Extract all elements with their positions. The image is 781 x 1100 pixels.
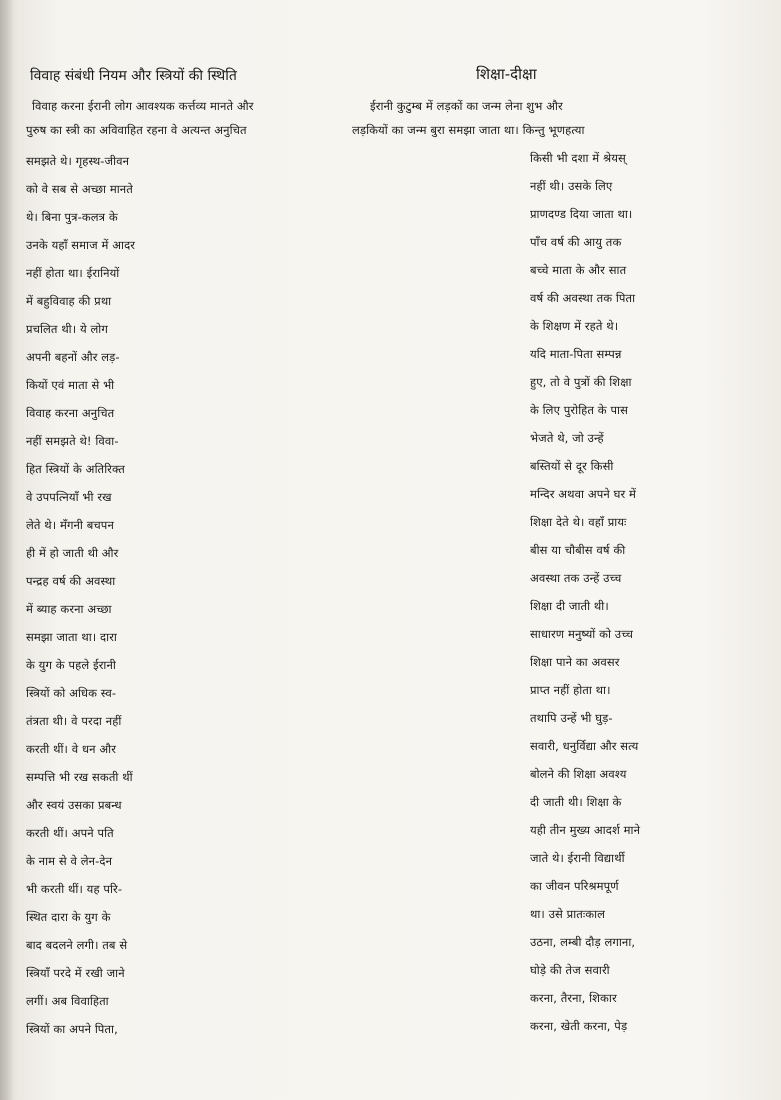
left-column-line: स्त्रियों को अधिक स्व-: [26, 686, 117, 700]
left-column-line: के युग के पहले ईरानी: [26, 658, 116, 672]
right-column-line: बस्तियों से दूर किसी: [530, 459, 614, 473]
right-column-line: वर्ष की अवस्था तक पिता: [530, 291, 636, 305]
left-column-line: को वे सब से अच्छा मानते: [26, 182, 133, 196]
book-spine-shadow: [0, 0, 14, 1100]
left-column-line: में ब्याह करना अच्छा: [26, 602, 112, 616]
left-column-line: भी करती थीं। यह परि-: [26, 882, 123, 896]
right-column-line: था। उसे प्रातःकाल: [530, 907, 606, 921]
left-column-line: वे उपपत्नियाँ भी रख: [26, 490, 112, 504]
left-column-line: उनके यहाँ समाज में आदर: [26, 238, 136, 252]
left-column-line: ही में हो जाती थी और: [26, 546, 119, 560]
right-column-line: के लिए पुरोहित के पास: [530, 403, 628, 417]
right-column-line: पाँच वर्ष की आयु तक: [530, 235, 622, 249]
right-column-line: भेजते थे, जो उन्हें: [530, 431, 604, 445]
right-column-line: हुए, तो वे पुत्रों की शिक्षा: [530, 375, 632, 389]
left-column-line: नहीं समझते थे! विवा-: [26, 434, 119, 448]
right-column-line: उठना, लम्बी दौड़ लगाना,: [530, 935, 636, 949]
left-column-line: अपनी बहनों और लड़-: [26, 350, 120, 364]
left-column-line: समझा जाता था। दारा: [26, 630, 117, 644]
right-column-line: बीस या चौबीस वर्ष की: [530, 543, 626, 557]
right-column-line: करना, तैरना, शिकार: [530, 991, 617, 1005]
left-column-line: बाद बदलने लगी। तब से: [26, 938, 128, 952]
right-column-line: के शिक्षण में रहते थे।: [530, 319, 619, 333]
left-column-line: करती थीं। अपने पति: [26, 826, 114, 840]
left-column-line: में बहुविवाह की प्रथा: [26, 294, 112, 308]
left-column-line: विवाह करना अनुचित: [26, 406, 115, 420]
left-column-line: विवाह करना ईरानी लोग आवश्यक कर्त्तव्य मानते और: [32, 99, 254, 113]
running-header-left: विवाह संबंधी नियम और स्त्रियों की स्थिति: [30, 68, 237, 84]
right-column-line: लड़कियों का जन्म बुरा समझा जाता था। किन्तु भूणहत्या: [352, 123, 585, 137]
left-column-line: कियों एवं माता से भी: [26, 378, 115, 392]
right-column-line: तथापि उन्हें भी घुड़-: [530, 711, 613, 725]
right-column-line: बोलने की शिक्षा अवश्य: [530, 767, 627, 781]
right-column-line: यदि माता-पिता सम्पन्न: [530, 347, 622, 361]
left-column-line: समझते थे। गृहस्थ-जीवन: [26, 154, 130, 168]
right-column-line: दी जाती थी। शिक्षा के: [530, 795, 622, 809]
right-column-line: शिक्षा दी जाती थी।: [530, 599, 609, 613]
right-column-line: सवारी, धनुर्विद्या और सत्य: [530, 739, 639, 753]
right-column-line: अवस्था तक उन्हें उच्च: [530, 571, 622, 585]
right-column-line: बच्चे माता के और सात: [530, 263, 627, 277]
left-column-line: थे। बिना पुत्र-कलत्र के: [26, 210, 118, 224]
right-column-line: ईरानी कुटुम्ब में लड़कों का जन्म लेना शुभ और: [370, 99, 563, 113]
right-column-line: घोड़े की तेज सवारी: [530, 963, 610, 977]
left-column-line: तंत्रता थी। वे परदा नहीं: [26, 714, 122, 728]
right-column-line: जाते थे। ईरानी विद्यार्थी: [530, 851, 625, 865]
right-column-line: का जीवन परिश्रमपूर्ण: [530, 879, 619, 893]
left-column-line: नहीं होता था। ईरानियों: [26, 266, 120, 280]
left-column-line: पुरुष का स्त्री का अविवाहित रहना वे अत्यन्त अनुचित: [26, 123, 247, 137]
right-column-line: किसी भी दशा में श्रेयस्: [530, 151, 626, 165]
left-column-line: के नाम से वे लेन-देन: [26, 854, 113, 868]
right-column-line: साधारण मनुष्यों को उच्च: [530, 627, 634, 641]
right-column-line: नहीं थी। उसके लिए: [530, 179, 613, 193]
left-column-line: सम्पत्ति भी रख सकती थीं: [26, 770, 133, 784]
right-column-line: प्राप्त नहीं होता था।: [530, 683, 611, 697]
right-column-line: शिक्षा देते थे। वहाँ प्रायः: [530, 515, 627, 529]
left-column-line: प्रचलित थी। ये लोग: [26, 322, 108, 336]
running-header-right: शिक्षा-दीक्षा: [476, 65, 537, 83]
left-column-line: स्थित दारा के युग के: [26, 910, 111, 924]
left-column-line: पन्द्रह वर्ष की अवस्था: [26, 574, 116, 588]
left-column-line: स्त्रियों का अपने पिता,: [26, 1022, 118, 1036]
left-column-line: करती थीं। वे धन और: [26, 742, 117, 756]
left-column-line: लेते थे। मँगनी बचपन: [26, 518, 114, 532]
right-column-line: यही तीन मुख्य आदर्श माने: [530, 823, 641, 837]
left-column-line: स्त्रियाँ परदे में रखी जाने: [26, 966, 125, 980]
left-column-line: और स्वयं उसका प्रबन्ध: [26, 798, 122, 812]
right-column-line: मन्दिर अथवा अपने घर में: [530, 487, 637, 501]
left-column-line: लगीं। अब विवाहिता: [26, 994, 109, 1008]
right-column-line: प्राणदण्ड दिया जाता था।: [530, 207, 633, 221]
right-column-line: शिक्षा पाने का अवसर: [530, 655, 620, 669]
left-column-line: हित स्त्रियों के अतिरिक्त: [26, 462, 125, 476]
right-column-line: करना, खेती करना, पेड़: [530, 1019, 628, 1033]
